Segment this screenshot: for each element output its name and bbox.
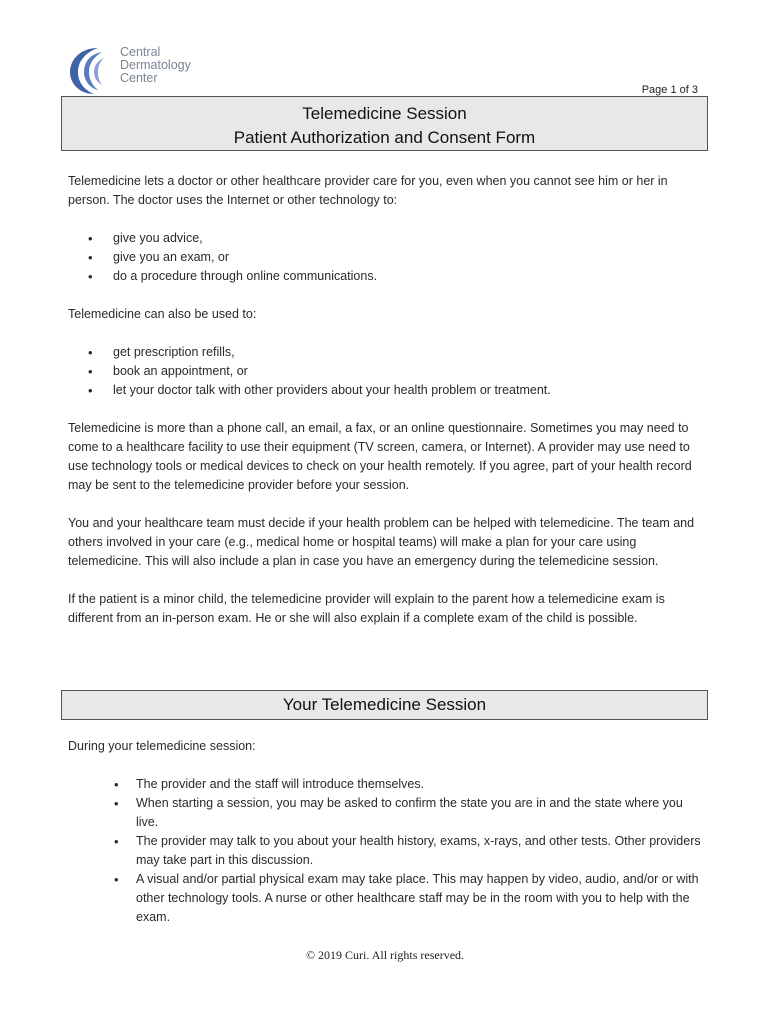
main-content	[68, 172, 706, 647]
list-item: • get prescription refills,	[110, 343, 706, 362]
logo-line-1: Central	[120, 45, 161, 59]
session-list	[68, 775, 706, 927]
session-content	[68, 737, 706, 927]
list-item: • A visual and/or partial physical exam may take place. This may happen by video, audio, and/or or with other technology tools. A nurse or other healthcare staff may be in the room with you to help with the exam.	[136, 870, 706, 927]
form-title: Telemedicine Session	[302, 104, 467, 123]
additional-uses-list	[68, 343, 706, 400]
list-item: • The provider may talk to you about your health history, exams, x-rays, and other tests. Other providers may take part in this discussion.	[136, 832, 706, 870]
page-number: Page 1 of 3	[641, 84, 698, 96]
list-item: • do a procedure through online communications.	[110, 267, 706, 286]
list-item: • When starting a session, you may be asked to confirm the state you are in and the state where you live.	[136, 794, 706, 832]
logo-mark-icon	[68, 44, 118, 96]
logo	[68, 44, 218, 100]
list-item: • give you an exam, or	[110, 248, 706, 267]
during-paragraph: During your telemedicine session:	[68, 739, 256, 753]
logo-line-3: Center	[120, 71, 158, 85]
paragraph-minor-child: If the patient is a minor child, the telemedicine provider will explain to the parent how a telemedicine exam is different from an in-person exam. He or she will also explain if a complete exam of the child is possible.	[68, 592, 665, 625]
intro-paragraph: Telemedicine lets a doctor or other healthcare provider care for you, even when you cannot see him or her in person. The doctor uses the Internet or other technology to:	[68, 174, 668, 207]
form-subtitle: Patient Authorization and Consent Form	[233, 128, 536, 147]
title-box	[61, 96, 708, 151]
footer-copyright: © 2019 Curi. All rights reserved.	[305, 948, 465, 962]
list-item: • let your doctor talk with other providers about your health problem or treatment.	[110, 381, 706, 400]
list-item: • give you advice,	[110, 229, 706, 248]
paragraph-healthcare-team: You and your healthcare team must decide if your health problem can be helped with telemedicine. The team and others involved in your care (e.g., medical home or hospital teams) will make a plan for your care using telemedicine. This will also include a plan in case you have an emergency during the telemedicine session.	[68, 516, 695, 568]
list-item: • book an appointment, or	[110, 362, 706, 381]
logo-text	[120, 46, 191, 85]
list-item: • The provider and the staff will introduce themselves.	[136, 775, 706, 794]
also-used-paragraph: Telemedicine can also be used to:	[68, 307, 257, 321]
uses-list	[68, 229, 706, 286]
paragraph-phone-call: Telemedicine is more than a phone call, an email, a fax, or an online questionnaire. Sometimes you may need to come to a healthcare facility to use their equipment (TV screen, camera, or Internet). A provider may use need to use technology tools or medical devices to check on your health remotely. If you agree, part of your health record may be sent to the telemedicine provider before your session.	[68, 421, 692, 492]
section-title: Your Telemedicine Session	[61, 690, 708, 720]
logo-line-2: Dermatology	[120, 58, 191, 72]
